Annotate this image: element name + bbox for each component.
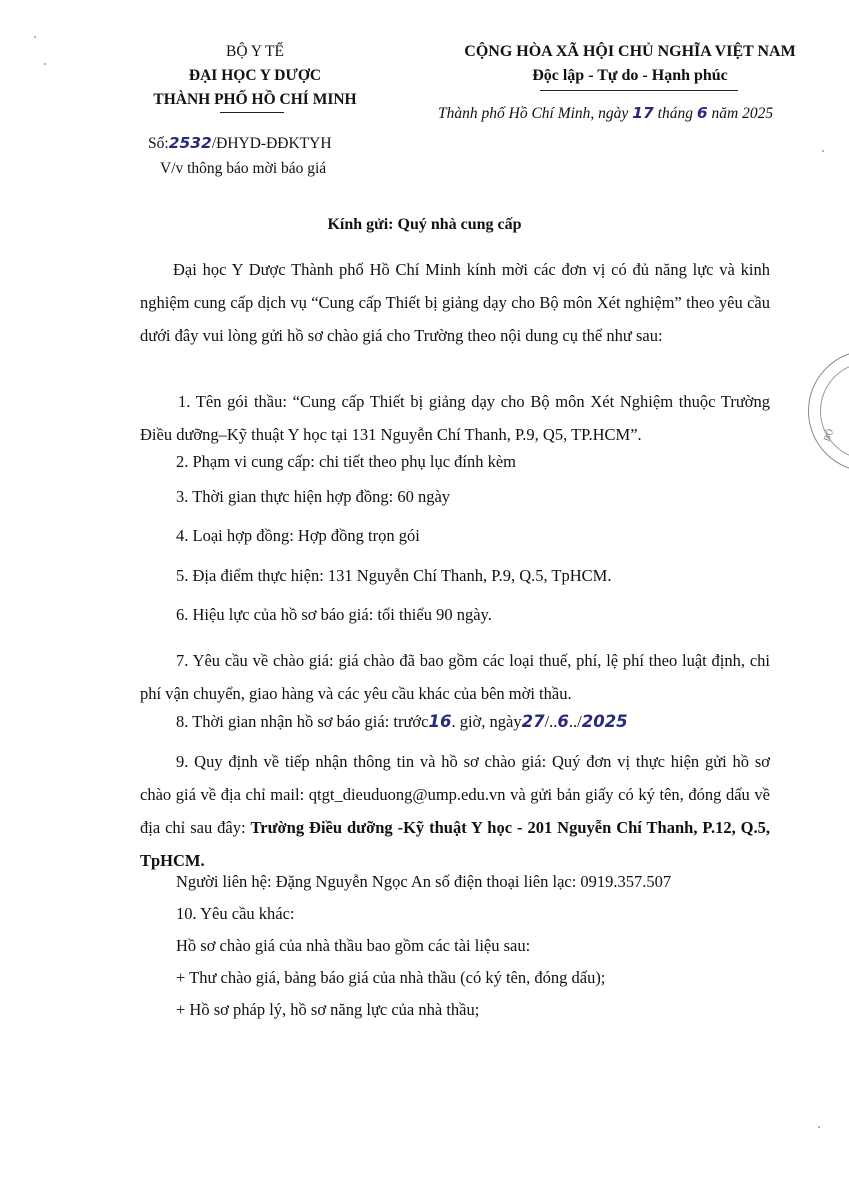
scan-speck — [34, 36, 36, 38]
item-8-hour-label: . giờ, ngày — [451, 712, 522, 731]
item-2: 2. Phạm vi cung cấp: chi tiết theo phụ lục đính kèm — [176, 452, 517, 471]
date-month-handwritten: 6 — [696, 104, 708, 122]
scan-speck — [818, 1126, 820, 1128]
item-8 — [176, 712, 628, 732]
national-heading — [410, 40, 849, 88]
issuer-underline — [220, 112, 284, 113]
item-9-address: Trường Điều dưỡng -Kỹ thuật Y học - 201 Nguyễn Chí Thanh, P.12, Q.5, TpHCM. — [140, 818, 770, 870]
item-7: 7. Yêu cầu về chào giá: giá chào đã bao gồm các loại thuế, phí, lệ phí theo luật định, chi phí vận chuyển, giao hàng và các yêu cầu khác của bên mời thầu. — [140, 651, 770, 703]
university-name-line2: THÀNH PHỐ HỒ CHÍ MINH — [153, 91, 357, 108]
seal-text: BỘ — [821, 427, 836, 443]
item-4: 4. Loại hợp đồng: Hợp đồng trọn gói — [176, 526, 420, 545]
issue-date — [438, 104, 773, 123]
intro-paragraph: Đại học Y Dược Thành phố Hồ Chí Minh kính mời các đơn vị có đủ năng lực và kinh nghiệm cung cấp dịch vụ “Cung cấp Thiết bị giảng dạy cho Bộ môn Xét nghiệm” theo yêu cầu dưới đây vui lòng gửi hồ sơ chào giá cho Trường theo nội dung cụ thể như sau: — [140, 260, 770, 345]
item-8-sep2: ../ — [568, 712, 582, 731]
date-prefix: Thành phố Hồ Chí Minh, ngày — [438, 105, 629, 122]
national-motto: Độc lập - Tự do - Hạnh phúc — [532, 67, 728, 84]
date-month-label: tháng — [657, 105, 693, 122]
item-3: 3. Thời gian thực hiện hợp đồng: 60 ngày — [176, 487, 451, 506]
item-9-text: 9. Quy định về tiếp nhận thông tin và hồ sơ chào giá: Quý đơn vị thực hiện gửi hồ sơ chào giá về địa chỉ mail: qtgt_dieuduong@ump.edu.vn và gửi bản giấy có ký tên, đóng dấu về địa chỉ sau đây: — [140, 752, 770, 837]
item-5: 5. Địa điểm thực hiện: 131 Nguyễn Chí Thanh, P.9, Q.5, TpHCM. — [176, 566, 612, 585]
deadline-month-handwritten: 6 — [557, 712, 569, 731]
item-8-prefix: 8. Thời gian nhận hồ sơ báo giá: trước — [176, 712, 429, 731]
deadline-hour-handwritten: 16 — [428, 712, 452, 731]
item-8-sep1: /.. — [544, 712, 558, 731]
item-1: 1. Tên gói thầu: “Cung cấp Thiết bị giảng dạy cho Bộ môn Xét Nghiệm thuộc Trường Điều dưỡng–Kỹ thuật Y học tại 131 Nguyễn Chí Thanh, P.9, Q5, TP.HCM”. — [140, 392, 770, 444]
documents-intro: Hồ sơ chào giá của nhà thầu bao gồm các tài liệu sau: — [176, 936, 531, 955]
contact-person: Người liên hệ: Đặng Nguyễn Ngọc An số điện thoại liên lạc: 0919.357.507 — [176, 872, 672, 891]
date-day-handwritten: 17 — [632, 104, 654, 122]
university-name-line1: ĐẠI HỌC Y DƯỢC — [188, 67, 322, 84]
ref-number-handwritten: 2532 — [168, 134, 212, 152]
item-6: 6. Hiệu lực của hồ sơ báo giá: tối thiểu 90 ngày. — [176, 605, 492, 624]
motto-underline — [540, 90, 738, 91]
ministry-name: BỘ Y TẾ — [226, 43, 284, 60]
reference-number — [148, 134, 332, 153]
document-item-1: + Thư chào giá, bảng báo giá của nhà thầu (có ký tên, đóng dấu); — [176, 968, 606, 987]
deadline-year-handwritten: 2025 — [581, 712, 628, 731]
item-10: 10. Yêu cầu khác: — [176, 904, 295, 923]
item-9 — [140, 745, 770, 877]
country-name: CỘNG HÒA XÃ HỘI CHỦ NGHĨA VIỆT NAM — [464, 43, 796, 60]
document-item-2: + Hồ sơ pháp lý, hồ sơ năng lực của nhà thầu; — [176, 1000, 480, 1019]
ref-prefix: Số: — [148, 135, 169, 152]
scan-speck — [822, 150, 824, 152]
issuer-block — [110, 40, 400, 112]
date-year: năm 2025 — [711, 105, 774, 122]
subject-line: V/v thông báo mời báo giá — [160, 160, 327, 177]
ref-suffix: /ĐHYD-ĐĐKTYH — [211, 135, 332, 152]
deadline-day-handwritten: 27 — [521, 712, 545, 731]
greeting: Kính gửi: Quý nhà cung cấp — [327, 216, 522, 233]
scan-speck — [44, 63, 46, 65]
